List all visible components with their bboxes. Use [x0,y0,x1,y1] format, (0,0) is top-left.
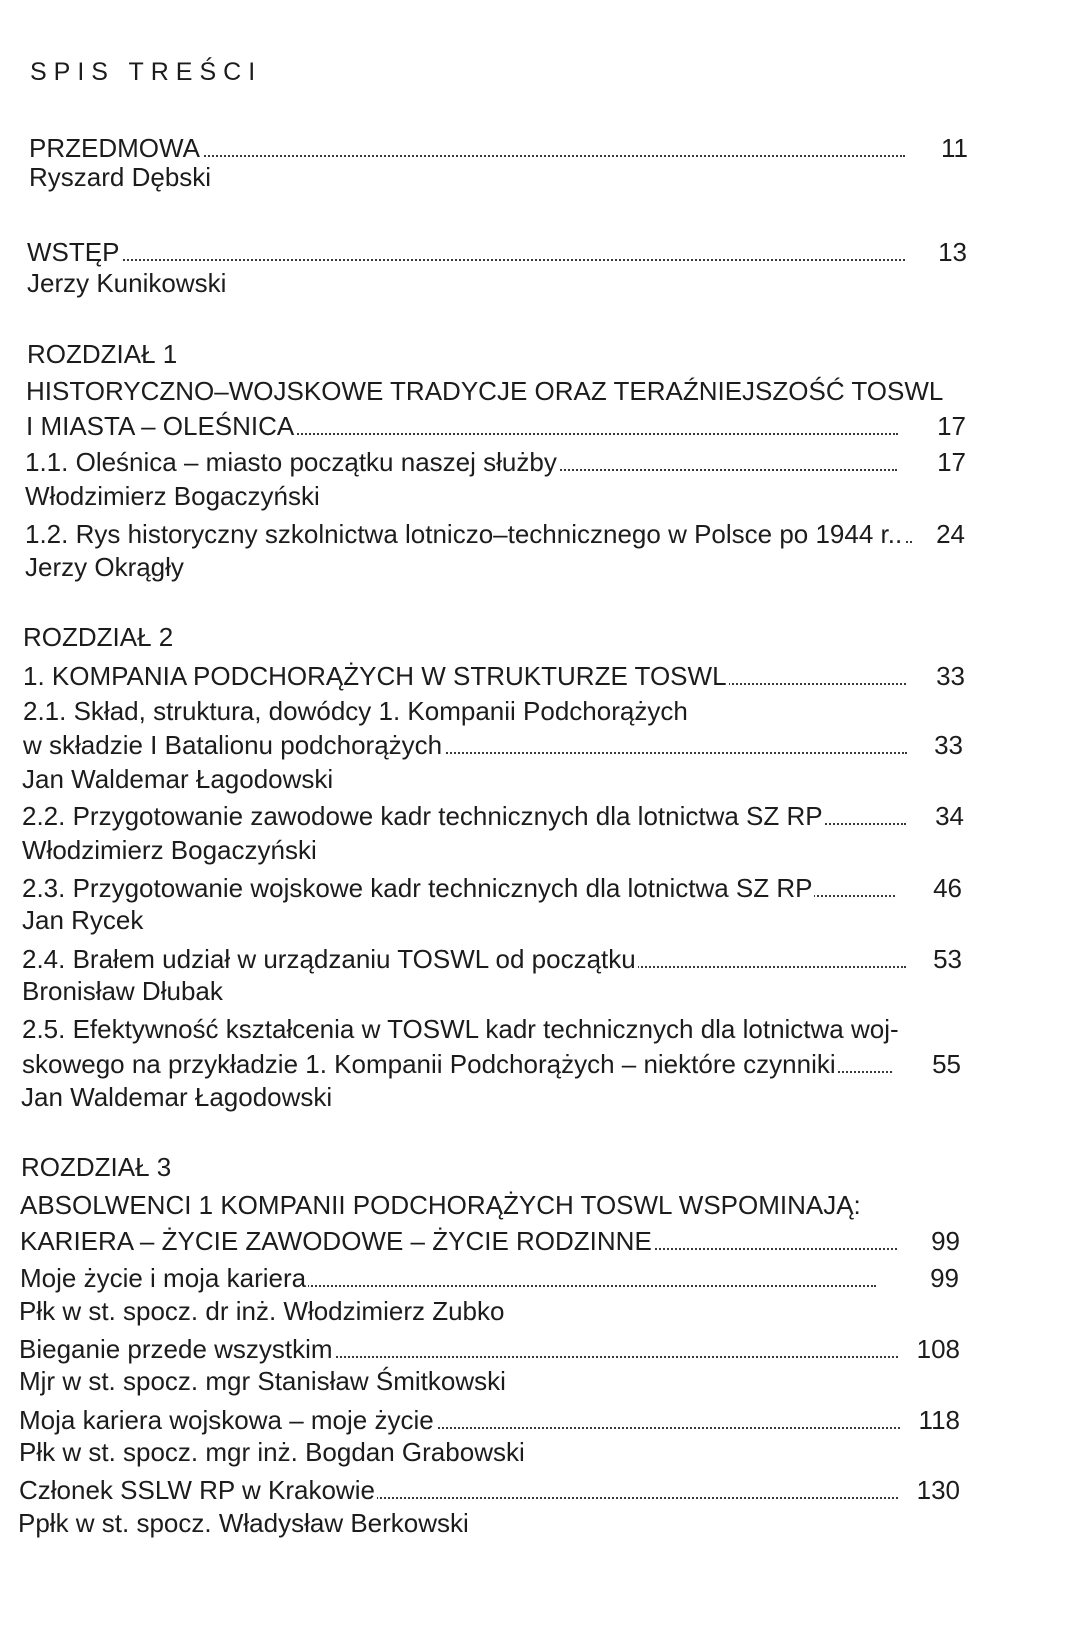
toc-text-rozdzial-2: ROZDZIAŁ 2 [23,622,174,652]
toc-entry [0,445,1079,480]
toc-text-wlodzimierz-bogaczynski: Włodzimierz Bogaczyński [25,481,320,511]
toc-entry [0,1224,1079,1259]
toc-line [0,1364,1079,1399]
toc-line [0,762,1079,797]
toc-entry [0,235,1079,270]
toc-line [0,337,1079,372]
toc-text-2-5-efektywnosc-ksztalcenia-w-toswl-kadr: 2.5. Efektywność kształcenia w TOSWL kadr technicznych dla lotnictwa woj- [22,1014,899,1044]
toc-line [0,833,1079,868]
page-number: 99 [930,1263,959,1293]
toc-entry [0,659,1079,694]
toc-text-moje-zycie-i-moja-kariera: Moje życie i moja kariera [20,1261,308,1296]
toc-text-moja-kariera-wojskowa-moje-zycie: Moja kariera wojskowa – moje życie [19,1403,436,1438]
toc-text-kariera-zycie-zawodowe-zycie-rodzinne: KARIERA – ŻYCIE ZAWODOWE – ŻYCIE RODZINNE [20,1224,654,1259]
page-number: 24 [936,519,965,549]
toc-entry [0,517,1079,552]
toc-text-jan-waldemar-lagodowski: Jan Waldemar Łagodowski [22,764,334,794]
toc-text-przedmowa: PRZEDMOWA [29,131,202,166]
toc-line [0,1294,1079,1329]
toc-entry [0,1047,1079,1082]
toc-line [0,620,1079,655]
toc-line [0,374,1079,409]
toc-text-ryszard-debski: Ryszard Dębski [29,162,212,192]
toc-text-czlonek-sslw-rp-w-krakowie: Członek SSLW RP w Krakowie [19,1473,377,1508]
dot-leader [47,259,905,261]
toc-text-jerzy-kunikowski: Jerzy Kunikowski [27,268,227,298]
toc-line [0,974,1079,1009]
toc-text-pplk-w-st-spocz-wladyslaw-berkowski: Ppłk w st. spocz. Władysław Berkowski [18,1508,469,1538]
toc-text-jan-waldemar-lagodowski: Jan Waldemar Łagodowski [21,1082,333,1112]
toc-text-rozdzial-1: ROZDZIAŁ 1 [27,339,178,369]
toc-text-2-3-przygotowanie-wojskowe-kadr-technicz: 2.3. Przygotowanie wojskowe kadr technicznych dla lotnictwa SZ RP [22,871,814,906]
toc-entry [0,942,1079,977]
toc-text-absolwenci-1-kompanii-podchorazych-toswl: ABSOLWENCI 1 KOMPANII PODCHORĄŻYCH TOSWL WSPOMINAJĄ: [20,1190,861,1220]
toc-entry [0,1261,1079,1296]
toc-line [0,266,1079,301]
toc-text-i-miasta-olesnica: I MIASTA – OLEŚNICA [26,409,296,444]
toc-text-historyczno-wojskowe-tradycje-oraz-teraz: HISTORYCZNO–WOJSKOWE TRADYCJE ORAZ TERAŹNIEJSZOŚĆ TOSWL [26,376,944,406]
toc-line [0,160,1079,195]
toc-text-2-2-przygotowanie-zawodowe-kadr-technicz: 2.2. Przygotowanie zawodowe kadr technicznych dla lotnictwa SZ RP [22,799,825,834]
toc-entry [0,728,1079,763]
toc-line [0,1080,1079,1115]
toc-entry [0,1473,1079,1508]
toc-text-bronislaw-dlubak: Bronisław Dłubak [22,976,223,1006]
toc-line [0,1188,1079,1223]
page-number: 33 [936,661,965,691]
page-number: 34 [935,801,964,831]
toc-text-bieganie-przede-wszystkim: Bieganie przede wszystkim [19,1332,335,1367]
toc-line [0,1506,1079,1541]
toc-text-1-1-olesnica-miasto-poczatku-naszej-sluz: 1.1. Oleśnica – miasto początku naszej służby [25,445,559,480]
page-number: 17 [937,447,966,477]
page-number: 55 [932,1049,961,1079]
toc-entry [0,799,1079,834]
toc-entry [0,409,1079,444]
page-number: 11 [941,133,968,163]
toc-text-w-skladzie-i-batalionu-podchorazych: w składzie I Batalionu podchorążych [23,728,444,763]
toc-text-2-4-bralem-udzial-w-urzadzaniu-toswl-od-: 2.4. Brałem udział w urządzaniu TOSWL od początku [22,942,638,977]
toc-line [0,694,1079,729]
toc-text-wstep: WSTĘP [27,235,121,270]
toc-text-wlodzimierz-bogaczynski: Włodzimierz Bogaczyński [22,835,317,865]
toc-entry [0,1332,1079,1367]
toc-entry [0,1403,1079,1438]
toc-line [0,550,1079,585]
page-number: 13 [938,237,967,267]
toc-text-1-kompania-podchorazych-w-strukturze-tos: 1. KOMPANIA PODCHORĄŻYCH W STRUKTURZE TOSWL [23,659,729,694]
toc-text-jerzy-okragly: Jerzy Okrągły [25,552,184,582]
toc-entry [0,871,1079,906]
toc-line [0,479,1079,514]
toc-text-plk-w-st-spocz-dr-inz-wlodzimierz-zubko: Płk w st. spocz. dr inż. Włodzimierz Zubko [19,1296,505,1326]
page-title: SPIS TREŚCI [30,58,263,86]
page-number: 99 [931,1226,960,1256]
toc-line [0,1150,1079,1185]
toc-line [0,1435,1079,1470]
page-number: 33 [934,730,963,760]
toc-text-jan-rycek: Jan Rycek [22,905,144,935]
toc-text-rozdzial-3: ROZDZIAŁ 3 [21,1152,172,1182]
toc-line [0,1012,1079,1047]
toc-text-2-1-sklad-struktura-dowodcy-1-kompanii-p: 2.1. Skład, struktura, dowódcy 1. Kompanii Podchorążych [23,696,688,726]
page-number: 130 [916,1475,960,1505]
toc-text-plk-w-st-spocz-mgr-inz-bogdan-grabowski: Płk w st. spocz. mgr inż. Bogdan Grabowski [19,1437,525,1467]
page-number: 118 [918,1405,960,1435]
page-number: 17 [937,411,966,441]
page-number: 53 [933,944,962,974]
toc-text-mjr-w-st-spocz-mgr-stanislaw-smitkowski: Mjr w st. spocz. mgr Stanisław Śmitkowski [19,1366,506,1396]
page-number: 46 [933,873,962,903]
toc-text-1-2-rys-historyczny-szkolnictwa-lotniczo: 1.2. Rys historyczny szkolnictwa lotniczo–technicznego w Polsce po 1944 r.. [25,517,904,552]
toc-line [0,903,1079,938]
page-number: 108 [916,1334,960,1364]
toc-text-skowego-na-przykladzie-1-kompanii-podcho: skowego na przykładzie 1. Kompanii Podchorążych – niektóre czynniki [22,1047,838,1082]
